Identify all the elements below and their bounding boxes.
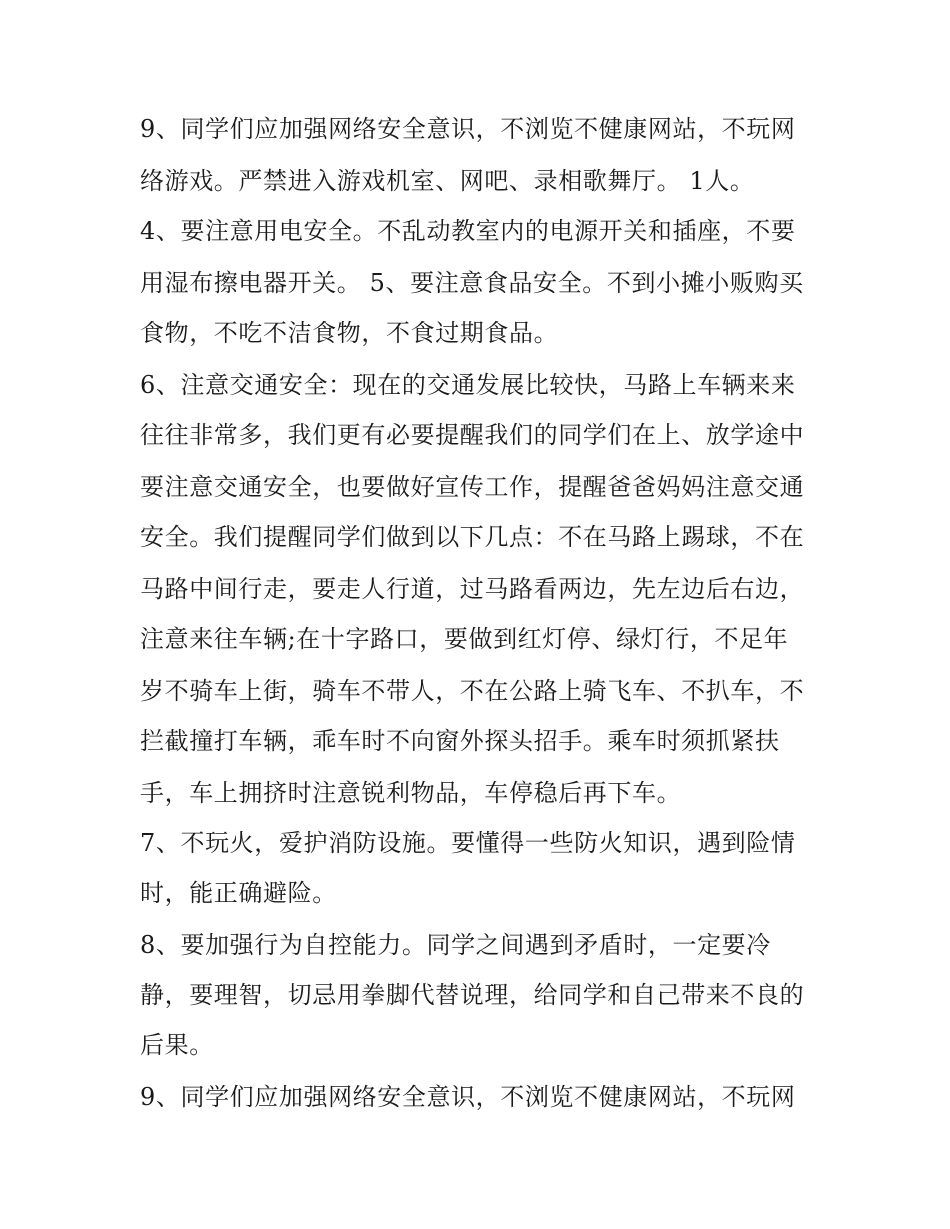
text-line: 食物，不吃不洁食物，不食过期食品。 — [140, 319, 559, 347]
text-line: 络游戏。严禁进入游戏机室、网吧、录相歌舞厅。 1人。 — [140, 167, 755, 195]
text-line: 静，要理智，切忌用拳脚代替说理，给同学和自己带来不良的 — [140, 981, 805, 1009]
text-line: 后果。 — [140, 1031, 214, 1059]
text-line: 拦截撞打车辆，乖车时不向窗外探头招手。乘车时须抓紧扶 — [140, 727, 780, 755]
text-line: 注意来往车辆;在十字路口，要做到红灯停、绿灯行，不足年 — [140, 625, 789, 653]
text-line: 要注意交通安全，也要做好宣传工作，提醒爸爸妈妈注意交通 — [140, 473, 805, 501]
text-line: 6、注意交通安全：现在的交通发展比较快，马路上车辆来来 — [140, 371, 796, 399]
text-line: 9、同学们应加强网络安全意识，不浏览不健康网站，不玩网 — [140, 1083, 796, 1111]
text-line: 时，能正确避险。 — [140, 879, 337, 907]
text-line: 8、要加强行为自控能力。同学之间遇到矛盾时，一定要冷 — [140, 931, 771, 959]
text-line: 4、要注意用电安全。不乱动教室内的电源开关和插座，不要 — [140, 217, 796, 245]
text-line: 往往非常多，我们更有必要提醒我们的同学们在上、放学途中 — [140, 421, 805, 449]
text-line: 岁不骑车上街，骑车不带人，不在公路上骑飞车、不扒车，不 — [140, 677, 805, 705]
text-line: 用湿布擦电器开关。 5、要注意食品安全。不到小摊小贩购买 — [140, 269, 804, 297]
text-line: 手，车上拥挤时注意锐利物品，车停稳后再下车。 — [140, 779, 682, 807]
text-line: 安全。我们提醒同学们做到以下几点：不在马路上踢球，不在 — [140, 523, 805, 551]
text-line: 7、不玩火，爱护消防设施。要懂得一些防火知识，遇到险情 — [140, 829, 796, 857]
text-line: 9、同学们应加强网络安全意识，不浏览不健康网站，不玩网 — [140, 115, 796, 143]
text-line: 马路中间行走，要走人行道，过马路看两边，先左边后右边， — [140, 575, 805, 603]
